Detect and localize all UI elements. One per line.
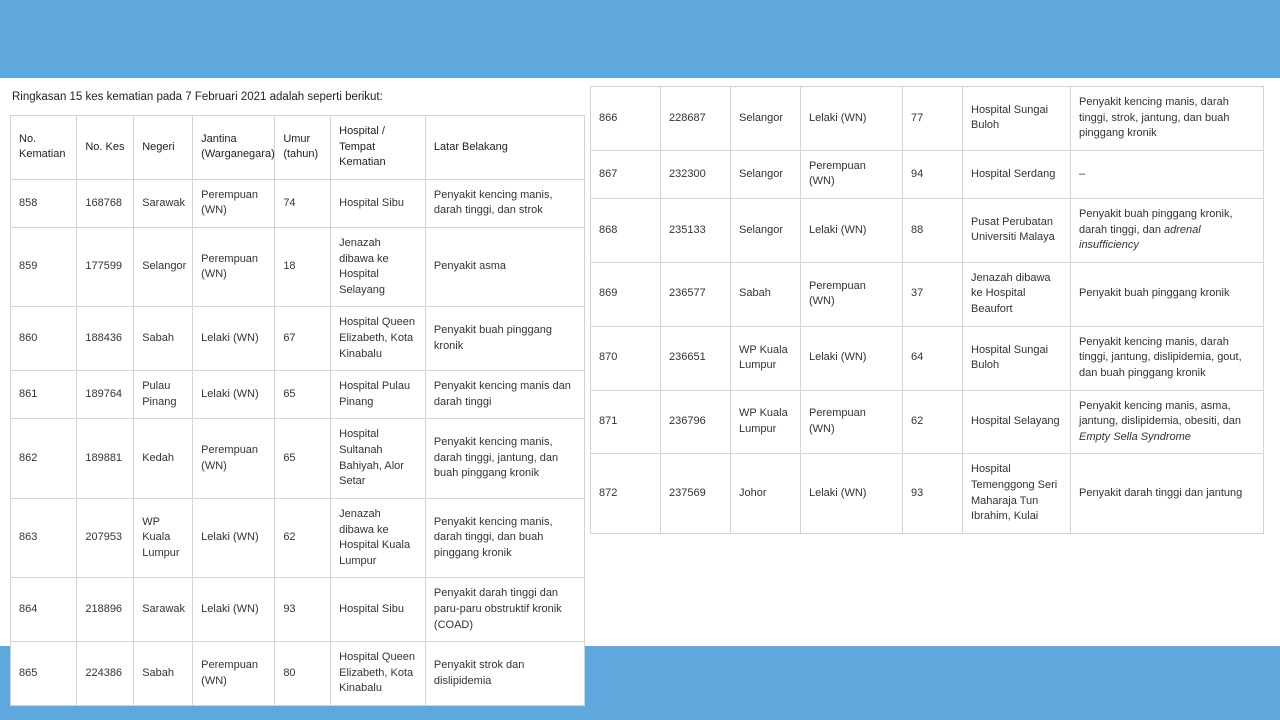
cell-no-kematian: 863 bbox=[11, 498, 77, 577]
column-header-jantina: Jantina (Warganegara) bbox=[193, 115, 275, 179]
left-column bbox=[0, 78, 590, 706]
cell-text-italic: adrenal insufficiency bbox=[1079, 223, 1201, 252]
cell-no-kes: 189881 bbox=[77, 419, 134, 498]
cell-negeri: Kedah bbox=[134, 419, 193, 498]
column-header-no-kes: No. Kes bbox=[77, 115, 134, 179]
cell-jantina: Lelaki (WN) bbox=[193, 578, 275, 642]
table-header-row bbox=[11, 115, 585, 179]
table-row bbox=[591, 87, 1264, 151]
deaths-table-part-2 bbox=[590, 86, 1264, 534]
table-row bbox=[11, 179, 585, 227]
cell-jantina: Lelaki (WN) bbox=[801, 326, 903, 390]
cell-no-kematian: 860 bbox=[11, 307, 77, 371]
cell-umur: 93 bbox=[903, 454, 963, 533]
cell-no-kematian: 859 bbox=[11, 227, 77, 306]
cell-hospital: Hospital Sibu bbox=[331, 179, 426, 227]
cell-no-kes: 188436 bbox=[77, 307, 134, 371]
cell-jantina: Perempuan (WN) bbox=[801, 262, 903, 326]
cell-hospital: Jenazah dibawa ke Hospital Selayang bbox=[331, 227, 426, 306]
cell-latar-belakang: Penyakit strok dan dislipidemia bbox=[425, 642, 584, 706]
summary-caption: Ringkasan 15 kes kematian pada 7 Februari 2021 adalah seperti berikut: bbox=[12, 91, 383, 103]
cell-text-italic: Empty Sella Syndrome bbox=[1079, 430, 1191, 443]
table-row bbox=[591, 390, 1264, 454]
cell-no-kes: 177599 bbox=[77, 227, 134, 306]
table-row bbox=[11, 578, 585, 642]
cell-negeri: WP Kuala Lumpur bbox=[134, 498, 193, 577]
cell-umur: 94 bbox=[903, 150, 963, 198]
table-row bbox=[11, 307, 585, 371]
cell-no-kematian: 864 bbox=[11, 578, 77, 642]
cell-latar-belakang: Penyakit kencing manis, darah tinggi, jantung, dan buah pinggang kronik bbox=[425, 419, 584, 498]
cell-umur: 88 bbox=[903, 199, 963, 263]
cell-negeri: Selangor bbox=[731, 87, 801, 151]
cell-umur: 65 bbox=[275, 419, 331, 498]
cell-jantina: Lelaki (WN) bbox=[193, 371, 275, 419]
table-row bbox=[591, 326, 1264, 390]
cell-no-kes: 228687 bbox=[661, 87, 731, 151]
cell-no-kematian: 868 bbox=[591, 199, 661, 263]
cell-hospital: Hospital Sultanah Bahiyah, Alor Setar bbox=[331, 419, 426, 498]
table-row bbox=[11, 227, 585, 306]
table-row bbox=[591, 150, 1264, 198]
cell-negeri: Johor bbox=[731, 454, 801, 533]
cell-no-kes: 236651 bbox=[661, 326, 731, 390]
table-row bbox=[591, 262, 1264, 326]
cell-no-kes: 237569 bbox=[661, 454, 731, 533]
cell-jantina: Perempuan (WN) bbox=[193, 642, 275, 706]
cell-jantina: Lelaki (WN) bbox=[193, 307, 275, 371]
cell-no-kematian: 862 bbox=[11, 419, 77, 498]
cell-jantina: Perempuan (WN) bbox=[801, 150, 903, 198]
right-column bbox=[590, 78, 1280, 534]
table-row bbox=[11, 642, 585, 706]
table-row bbox=[11, 498, 585, 577]
column-header-latar-belakang: Latar Belakang bbox=[425, 115, 584, 179]
cell-no-kes: 232300 bbox=[661, 150, 731, 198]
column-header-umur: Umur (tahun) bbox=[275, 115, 331, 179]
cell-hospital: Hospital Sungai Buloh bbox=[963, 87, 1071, 151]
cell-negeri: Selangor bbox=[731, 150, 801, 198]
cell-umur: 93 bbox=[275, 578, 331, 642]
cell-negeri: Selangor bbox=[134, 227, 193, 306]
cell-latar-belakang: Penyakit kencing manis, darah tinggi, strok, jantung, dan buah pinggang kronik bbox=[1071, 87, 1264, 151]
cell-no-kematian: 869 bbox=[591, 262, 661, 326]
table-row bbox=[11, 371, 585, 419]
document-content bbox=[0, 78, 1280, 695]
cell-negeri: Pulau Pinang bbox=[134, 371, 193, 419]
cell-jantina: Lelaki (WN) bbox=[801, 454, 903, 533]
cell-no-kes: 224386 bbox=[77, 642, 134, 706]
cell-jantina: Lelaki (WN) bbox=[193, 498, 275, 577]
cell-no-kematian: 866 bbox=[591, 87, 661, 151]
cell-no-kematian: 870 bbox=[591, 326, 661, 390]
cell-hospital: Pusat Perubatan Universiti Malaya bbox=[963, 199, 1071, 263]
column-header-negeri: Negeri bbox=[134, 115, 193, 179]
cell-no-kes: 207953 bbox=[77, 498, 134, 577]
cell-no-kes: 189764 bbox=[77, 371, 134, 419]
table-row bbox=[591, 199, 1264, 263]
cell-hospital: Jenazah dibawa ke Hospital Kuala Lumpur bbox=[331, 498, 426, 577]
cell-negeri: Sarawak bbox=[134, 578, 193, 642]
cell-negeri: Sabah bbox=[731, 262, 801, 326]
cell-latar-belakang: Penyakit kencing manis, darah tinggi, dan buah pinggang kronik bbox=[425, 498, 584, 577]
cell-latar-belakang: Penyakit darah tinggi dan paru-paru obstruktif kronik (COAD) bbox=[425, 578, 584, 642]
cell-jantina: Lelaki (WN) bbox=[801, 87, 903, 151]
cell-negeri: Sabah bbox=[134, 307, 193, 371]
cell-umur: 67 bbox=[275, 307, 331, 371]
cell-jantina: Perempuan (WN) bbox=[801, 390, 903, 454]
cell-no-kematian: 865 bbox=[11, 642, 77, 706]
cell-umur: 80 bbox=[275, 642, 331, 706]
cell-no-kematian: 872 bbox=[591, 454, 661, 533]
cell-latar-belakang: Penyakit asma bbox=[425, 227, 584, 306]
cell-negeri: Sabah bbox=[134, 642, 193, 706]
cell-no-kes: 236796 bbox=[661, 390, 731, 454]
cell-hospital: Hospital Selayang bbox=[963, 390, 1071, 454]
cell-negeri: Selangor bbox=[731, 199, 801, 263]
cell-umur: 77 bbox=[903, 87, 963, 151]
cell-text: Penyakit kencing manis, asma, jantung, dislipidemia, obesiti, dan bbox=[1079, 399, 1242, 428]
cell-no-kematian: 867 bbox=[591, 150, 661, 198]
deaths-table-part-1 bbox=[10, 115, 585, 706]
cell-latar-belakang bbox=[1071, 199, 1264, 263]
cell-hospital: Hospital Sungai Buloh bbox=[963, 326, 1071, 390]
cell-negeri: WP Kuala Lumpur bbox=[731, 326, 801, 390]
cell-no-kematian: 861 bbox=[11, 371, 77, 419]
cell-no-kes: 236577 bbox=[661, 262, 731, 326]
cell-no-kematian: 871 bbox=[591, 390, 661, 454]
cell-latar-belakang bbox=[1071, 390, 1264, 454]
cell-latar-belakang: – bbox=[1071, 150, 1264, 198]
cell-no-kes: 168768 bbox=[77, 179, 134, 227]
table-row bbox=[11, 419, 585, 498]
cell-umur: 37 bbox=[903, 262, 963, 326]
cell-negeri: WP Kuala Lumpur bbox=[731, 390, 801, 454]
table-row bbox=[591, 454, 1264, 533]
cell-hospital: Jenazah dibawa ke Hospital Beaufort bbox=[963, 262, 1071, 326]
cell-no-kes: 218896 bbox=[77, 578, 134, 642]
cell-umur: 62 bbox=[275, 498, 331, 577]
cell-jantina: Perempuan (WN) bbox=[193, 227, 275, 306]
cell-umur: 62 bbox=[903, 390, 963, 454]
cell-jantina: Perempuan (WN) bbox=[193, 179, 275, 227]
cell-hospital: Hospital Serdang bbox=[963, 150, 1071, 198]
cell-latar-belakang: Penyakit buah pinggang kronik bbox=[1071, 262, 1264, 326]
cell-umur: 64 bbox=[903, 326, 963, 390]
cell-latar-belakang: Penyakit kencing manis dan darah tinggi bbox=[425, 371, 584, 419]
cell-umur: 74 bbox=[275, 179, 331, 227]
cell-latar-belakang: Penyakit kencing manis, darah tinggi, jantung, dislipidemia, gout, dan buah pinggang kronik bbox=[1071, 326, 1264, 390]
cell-umur: 65 bbox=[275, 371, 331, 419]
cell-hospital: Hospital Pulau Pinang bbox=[331, 371, 426, 419]
cell-no-kes: 235133 bbox=[661, 199, 731, 263]
column-header-no-kematian: No. Kematian bbox=[11, 115, 77, 179]
cell-negeri: Sarawak bbox=[134, 179, 193, 227]
cell-jantina: Lelaki (WN) bbox=[801, 199, 903, 263]
cell-umur: 18 bbox=[275, 227, 331, 306]
cell-no-kematian: 858 bbox=[11, 179, 77, 227]
cell-hospital: Hospital Temenggong Seri Maharaja Tun Ibrahim, Kulai bbox=[963, 454, 1071, 533]
cell-jantina: Perempuan (WN) bbox=[193, 419, 275, 498]
cell-hospital: Hospital Queen Elizabeth, Kota Kinabalu bbox=[331, 642, 426, 706]
cell-text: Penyakit buah pinggang kronik, darah tinggi, dan bbox=[1079, 208, 1233, 236]
cell-latar-belakang: Penyakit darah tinggi dan jantung bbox=[1071, 454, 1264, 533]
cell-hospital: Hospital Queen Elizabeth, Kota Kinabalu bbox=[331, 307, 426, 371]
column-header-hospital: Hospital / Tempat Kematian bbox=[331, 115, 426, 179]
cell-hospital: Hospital Sibu bbox=[331, 578, 426, 642]
cell-latar-belakang: Penyakit buah pinggang kronik bbox=[425, 307, 584, 371]
cell-latar-belakang: Penyakit kencing manis, darah tinggi, dan strok bbox=[425, 179, 584, 227]
